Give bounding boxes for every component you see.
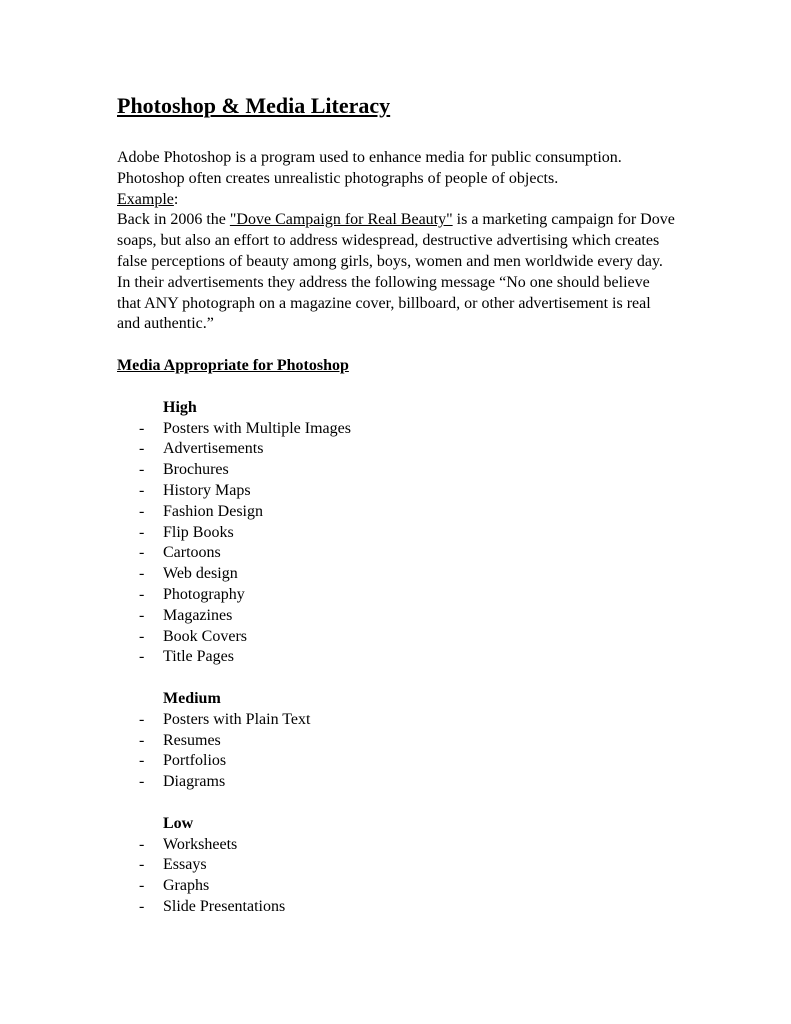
- list-item: [117, 731, 677, 752]
- list-item: [117, 647, 677, 668]
- list-item: [117, 876, 677, 897]
- list-item-text: Photography: [163, 585, 245, 603]
- list-dash: -: [139, 835, 145, 853]
- list-item: [117, 460, 677, 481]
- intro-paragraph: Adobe Photoshop is a program used to enhance media for public consumption. Photoshop often creates unrealistic photographs of people of objects.: [117, 149, 622, 187]
- media-list: [117, 835, 677, 918]
- list-item-text: Book Covers: [163, 627, 247, 645]
- list-item-text: Title Pages: [163, 648, 234, 666]
- media-group-medium: [117, 689, 677, 793]
- example-colon: :: [173, 190, 179, 208]
- media-groups: [117, 398, 677, 918]
- list-dash: -: [139, 710, 145, 728]
- list-dash: -: [139, 731, 145, 749]
- media-list: [117, 419, 677, 669]
- list-dash: -: [139, 544, 145, 562]
- list-item-text: Advertisements: [163, 440, 264, 458]
- document-content: [117, 91, 677, 918]
- list-item-text: Diagrams: [163, 773, 226, 791]
- list-item-text: Magazines: [163, 606, 233, 624]
- list-item: [117, 897, 677, 918]
- list-dash: -: [139, 502, 145, 520]
- list-dash: -: [139, 606, 145, 624]
- dove-campaign-link[interactable]: "Dove Campaign for Real Beauty": [229, 211, 453, 229]
- list-item-text: Flip Books: [163, 523, 234, 541]
- list-item: [117, 523, 677, 544]
- example-label: Example: [117, 190, 174, 208]
- example-paragraph: [117, 210, 677, 335]
- list-item: [117, 627, 677, 648]
- list-dash: -: [139, 627, 145, 645]
- list-dash: -: [139, 585, 145, 603]
- list-item-text: Graphs: [163, 877, 210, 895]
- list-item: [117, 564, 677, 585]
- list-item: [117, 751, 677, 772]
- list-item-text: Cartoons: [163, 544, 221, 562]
- list-item-text: Essays: [163, 856, 207, 874]
- list-dash: -: [139, 440, 145, 458]
- section-title: Media Appropriate for Photoshop: [117, 357, 349, 375]
- media-list: [117, 710, 677, 793]
- list-dash: -: [139, 752, 145, 770]
- example-text-after: is a marketing campaign for Dove soaps, but also an effort to address widespread, destructive advertising which creates false perceptions of beauty among girls, boys, women and men worldwide every day. In their advertisements they address the following message “No one should believe that ANY photograph on a magazine cover, billboard, or other advertisement is real and authentic.”: [117, 211, 675, 333]
- group-title: Medium: [163, 689, 221, 707]
- list-dash: -: [139, 481, 145, 499]
- list-item: [117, 855, 677, 876]
- list-dash: -: [139, 419, 145, 437]
- list-item-text: Brochures: [163, 461, 229, 479]
- document-title: Photoshop & Media Literacy: [117, 93, 391, 118]
- group-title: High: [163, 398, 197, 416]
- list-item-text: Portfolios: [163, 752, 227, 770]
- list-item: [117, 835, 677, 856]
- list-dash: -: [139, 773, 145, 791]
- list-dash: -: [139, 565, 145, 583]
- group-title: Low: [163, 814, 194, 832]
- list-item-text: Fashion Design: [163, 502, 263, 520]
- list-dash: -: [139, 856, 145, 874]
- list-item-text: Posters with Plain Text: [163, 710, 311, 728]
- list-item: [117, 585, 677, 606]
- list-item: [117, 481, 677, 502]
- list-item: [117, 543, 677, 564]
- list-dash: -: [139, 897, 145, 915]
- example-text-before: Back in 2006 the: [117, 211, 230, 229]
- list-item: [117, 502, 677, 523]
- example-heading: [117, 190, 677, 211]
- list-item-text: History Maps: [163, 481, 251, 499]
- list-item-text: Slide Presentations: [163, 897, 286, 915]
- media-group-high: [117, 398, 677, 668]
- list-item-text: Web design: [163, 565, 238, 583]
- list-dash: -: [139, 877, 145, 895]
- list-item: [117, 710, 677, 731]
- list-dash: -: [139, 648, 145, 666]
- list-item: [117, 419, 677, 440]
- list-item-text: Resumes: [163, 731, 221, 749]
- list-item-text: Posters with Multiple Images: [163, 419, 351, 437]
- list-item: [117, 439, 677, 460]
- list-item: [117, 606, 677, 627]
- list-item-text: Worksheets: [163, 835, 238, 853]
- list-dash: -: [139, 461, 145, 479]
- list-dash: -: [139, 523, 145, 541]
- media-group-low: [117, 814, 677, 918]
- list-item: [117, 772, 677, 793]
